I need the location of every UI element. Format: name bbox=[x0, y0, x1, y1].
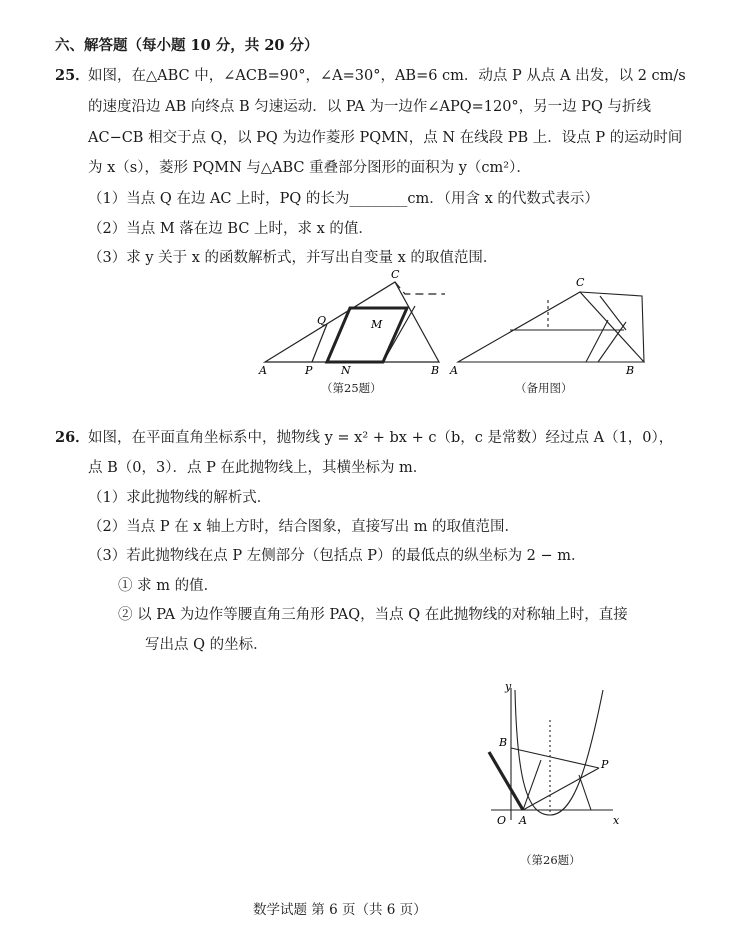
q25-figure-caption: （第25题） bbox=[321, 381, 382, 395]
q25-label-c: C bbox=[391, 268, 400, 281]
q25-backup-line-3 bbox=[586, 320, 608, 362]
q26-segment-helper-1 bbox=[523, 760, 541, 810]
q26-label-x: x bbox=[613, 814, 620, 827]
q26-segment-helper-2 bbox=[579, 775, 591, 810]
q26-label-b: B bbox=[499, 736, 508, 749]
q25-backup-label-a: A bbox=[450, 364, 458, 377]
q25-stem-line-4: 为 x（s），菱形 PQMN 与△ABC 重叠部分图形的面积为 y（cm²）． bbox=[88, 160, 531, 176]
q26-part-2: （2）当点 P 在 x 轴上方时，结合图象，直接写出 m 的取值范围． bbox=[88, 519, 520, 535]
q26-label-p: P bbox=[601, 758, 609, 771]
q26-label-y: y bbox=[505, 680, 512, 693]
q25-part-3: （3）求 y 关于 x 的函数解析式，并写出自变量 x 的取值范围． bbox=[88, 250, 498, 266]
q26-part-3: （3）若此抛物线在点 P 左侧部分（包括点 P）的最低点的纵坐标为 2 − m． bbox=[88, 548, 586, 564]
q26-segment-bp bbox=[511, 748, 599, 768]
q25-backup-caption: （备用图） bbox=[515, 381, 573, 395]
q26-subpart-2-cont: 写出点 Q 的坐标． bbox=[145, 637, 268, 653]
q26-number: 26． bbox=[55, 429, 90, 446]
q25-backup-line-4 bbox=[598, 322, 626, 362]
q25-figure bbox=[255, 268, 445, 378]
q25-backup-triangle bbox=[458, 292, 644, 362]
q25-triangle-abc bbox=[265, 282, 439, 362]
q26-stem-line-1: 如图，在平面直角坐标系中，抛物线 y = x² + bx + c（b，c 是常数）经过点 A（1，0）， bbox=[88, 430, 674, 446]
q25-stem-line-1: 如图，在△ABC 中，∠ACB=90°，∠A=30°，AB=6 cm．动点 P 从点 A 出发，以 2 cm/s bbox=[88, 68, 686, 84]
q25-part-2: （2）当点 M 落在边 BC 上时，求 x 的值． bbox=[88, 221, 373, 237]
q25-backup-label-c: C bbox=[576, 276, 585, 289]
q26-segment-ap bbox=[523, 768, 599, 810]
page-footer: 数学试题 第 6 页（共 6 页） bbox=[253, 902, 427, 918]
q26-label-o: O bbox=[497, 814, 507, 827]
q26-segment-ba bbox=[489, 752, 523, 810]
q25-dashed-line bbox=[395, 282, 445, 294]
section-heading: 六、解答题（每小题 10 分，共 20 分） bbox=[55, 37, 319, 54]
q25-label-q: Q bbox=[317, 314, 327, 327]
q25-stem-line-3: AC−CB 相交于点 Q，以 PQ 为边作菱形 PQMN，点 N 在线段 PB 上．设点 P 的运动时间 bbox=[88, 130, 683, 146]
q25-number: 25． bbox=[55, 67, 90, 84]
q26-figure bbox=[475, 680, 625, 850]
q25-backup-label-b: B bbox=[626, 364, 635, 377]
q26-subpart-1: ① 求 m 的值． bbox=[118, 578, 219, 594]
q26-part-1: （1）求此抛物线的解析式． bbox=[88, 490, 272, 506]
q26-figure-caption: （第26题） bbox=[520, 853, 581, 867]
q25-label-p: P bbox=[305, 364, 313, 377]
q25-segment-pq bbox=[312, 324, 327, 362]
q25-segment-nm bbox=[383, 306, 415, 362]
q26-stem-line-2: 点 B（0，3）．点 P 在此抛物线上，其横坐标为 m． bbox=[88, 460, 428, 476]
q25-label-b: B bbox=[431, 364, 440, 377]
q25-backup-line-5 bbox=[600, 296, 626, 330]
q25-backup-figure bbox=[448, 268, 648, 378]
q25-label-n: N bbox=[341, 364, 351, 377]
q25-stem-line-2: 的速度沿边 AB 向终点 B 匀速运动．以 PA 为一边作∠APQ=120°，另一边 PQ 与折线 bbox=[88, 99, 652, 115]
q25-label-a: A bbox=[259, 364, 267, 377]
q26-subpart-2: ② 以 PA 为边作等腰直角三角形 PAQ，当点 Q 在此抛物线的对称轴上时，直接 bbox=[118, 607, 628, 623]
q25-part-1: （1）当点 Q 在边 AC 上时，PQ 的长为________cm．（用含 x 的代数式表示） bbox=[88, 191, 599, 207]
q26-label-a: A bbox=[519, 814, 527, 827]
q25-label-m: M bbox=[371, 318, 383, 331]
